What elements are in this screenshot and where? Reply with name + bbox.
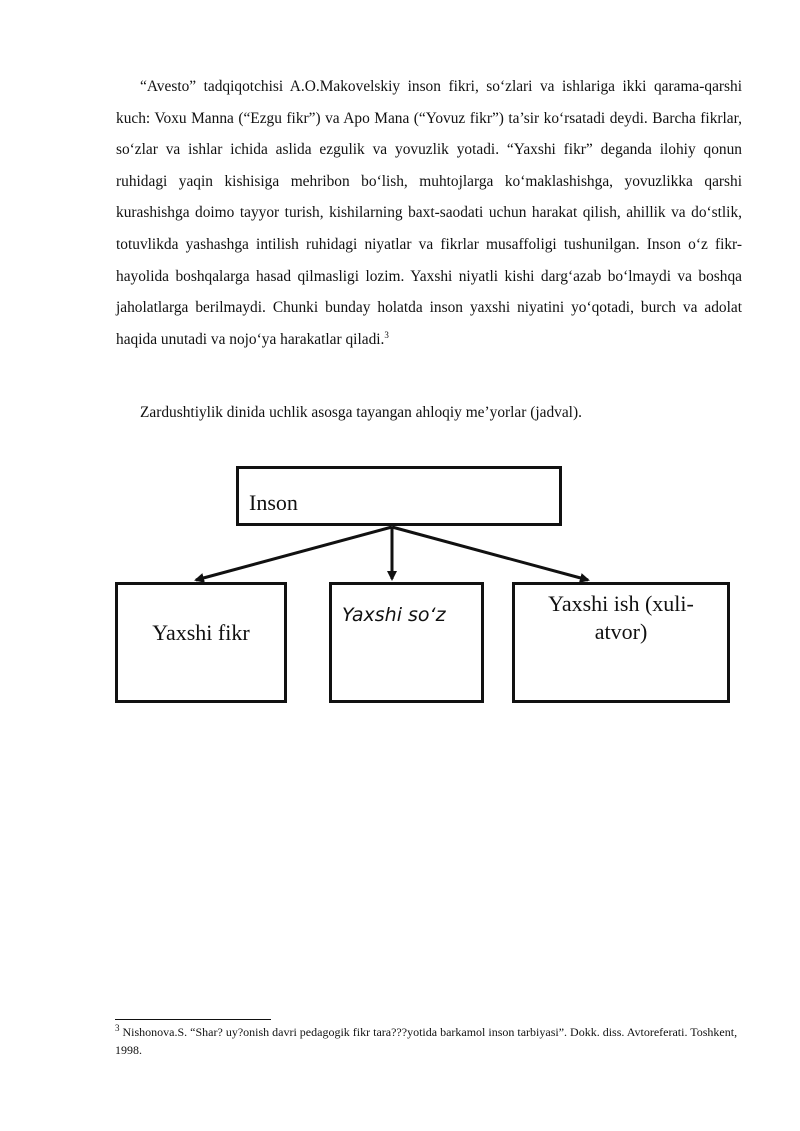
arrow-to-ish (392, 527, 588, 580)
diagram-box-yaxshi-fikr: Yaxshi fikr (115, 582, 287, 703)
arrow-to-fikr (196, 527, 392, 580)
footnote-marker: 3 (115, 1023, 120, 1033)
paragraph-text: “Avesto” tadqiqotchisi A.O.Makovelskiy inson fikri, so‘zlari va ishlariga ikki qarama-qarshi kuch: Voxu Manna (“Ezgu fikr”) va Apo Mana (“Yovuz fikr”) ta’sir ko‘rsatadi deydi. Barcha fikrlar, so‘zlar va ishlar ichida aslida ezgulik va yovuzlik yotadi. “Yaxshi fikr” deganda ilohiy qonun ruhidagi yaqin kishisiga mehribon bo‘lish, muhtojlarga ko‘maklashishga, yovuzlikka qarshi kurashishga doimo tayyor turish, kishilarning baxt-saodati uchun harakat qilish, ahillik va do‘stlik, totuvlikda yashashga intilish ruhidagi niyatlar va fikrlar musaffoligi tushunilgan. Inson o‘z fikr-hayolida boshqalarga hasad qilmasligi lozim. Yaxshi niyatli kishi darg‘azab bo‘lmaydi va boshqa jaholatlarga berilmaydi. Chunki bunday holatda inson yaxshi niyatini yo‘qotadi, burch va adolat haqida unutadi va nojo‘ya harakatlar qiladi. (116, 78, 742, 348)
footnote-text: Nishonova.S. “Shar? uy?onish davri pedagogik fikr tara???yotida barkamol inson tarbiyasi”. Dokk. diss. Avtoreferati. Toshkent, 1998. (115, 1025, 738, 1057)
diagram-box-yaxshi-ish: Yaxshi ish (xuli-atvor) (512, 582, 730, 703)
footnote-separator (115, 1019, 271, 1020)
table-intro-paragraph: Zardushtiylik dinida uchlik asosga tayangan ahloqiy me’yorlar (jadval). (140, 404, 582, 421)
footnote-reference[interactable]: 3 (384, 329, 389, 340)
diagram-box-yaxshi-soz: Yaxshi so‘z (329, 582, 484, 703)
diagram-root-box: Inson (236, 466, 562, 526)
footnote (115, 1023, 745, 1059)
